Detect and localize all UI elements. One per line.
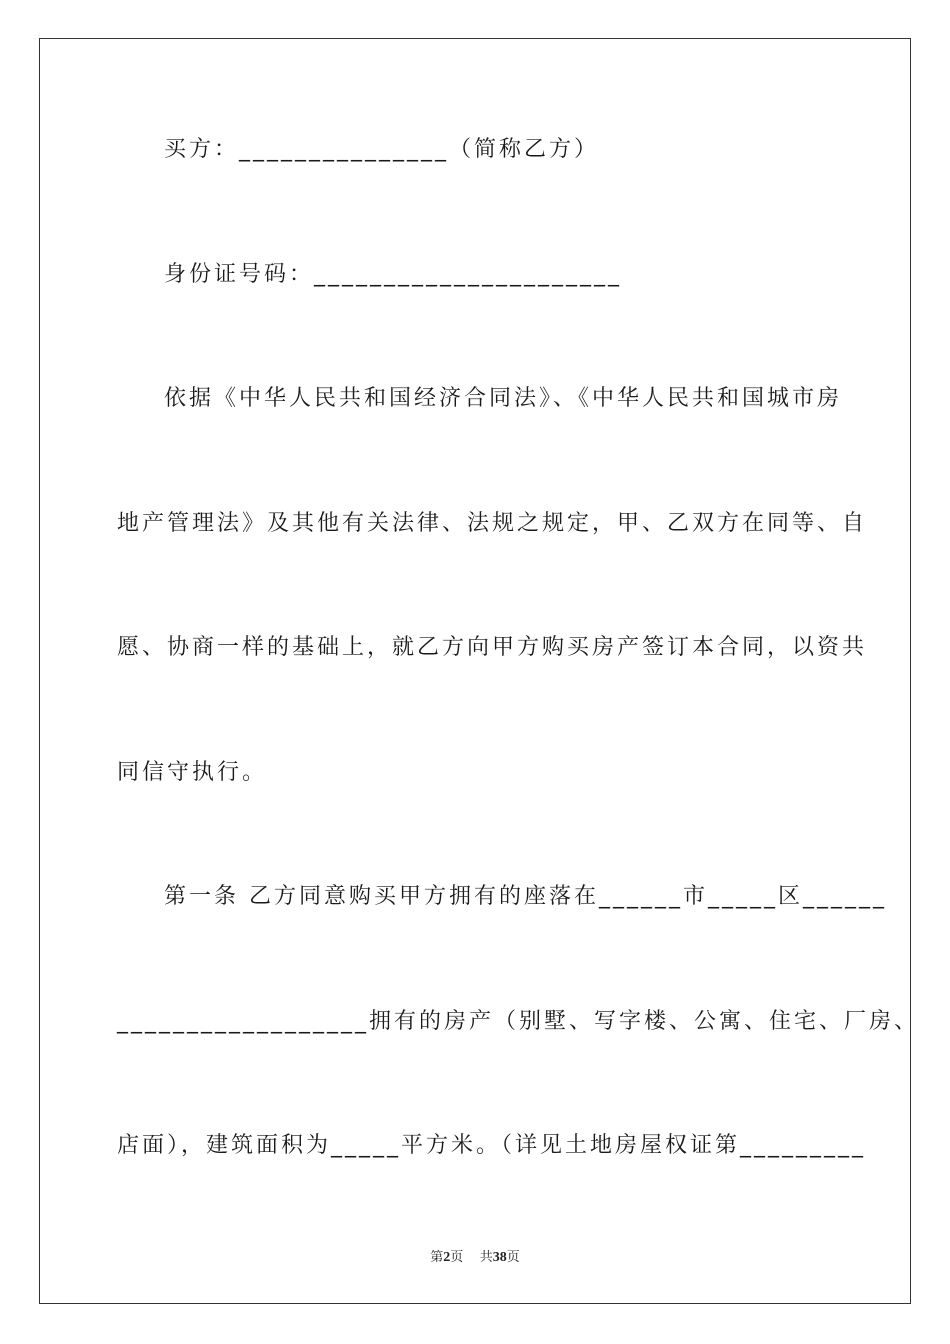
total-pages: 38 — [492, 1250, 507, 1265]
id-number-line: 身份证号码：______________________ — [164, 262, 623, 287]
page-footer — [0, 1246, 950, 1266]
paragraph-line-4: 同信守执行。 — [117, 760, 268, 785]
total-prefix: 共 — [479, 1250, 493, 1265]
page-suffix: 页 — [450, 1250, 464, 1265]
paragraph-line-1: 依据《中华人民共和国经济合同法》、《中华人民共和国城市房 — [164, 386, 843, 411]
paragraph-line-3: 愿、协商一样的基础上，就乙方向甲方购买房产签订本合同，以资共 — [117, 635, 868, 660]
article-1-line-3: 店面），建筑面积为_____平方米。（详见土地房屋权证第_________ — [117, 1133, 867, 1158]
paragraph-line-2: 地产管理法》及其他有关法律、法规之规定，甲、乙双方在同等、自 — [117, 511, 868, 536]
article-1-line-2: __________________拥有的房产（别墅、写字楼、公寓、住宅、厂房、 — [117, 1009, 920, 1034]
total-suffix: 页 — [506, 1250, 520, 1265]
page-border — [39, 38, 911, 1304]
buyer-line: 买方：_______________（简称乙方） — [164, 137, 600, 162]
page-prefix: 第 — [430, 1250, 444, 1265]
page-number: 2 — [443, 1250, 451, 1265]
article-1-line-1: 第一条 乙方同意购买甲方拥有的座落在______市_____区______ — [164, 884, 887, 909]
